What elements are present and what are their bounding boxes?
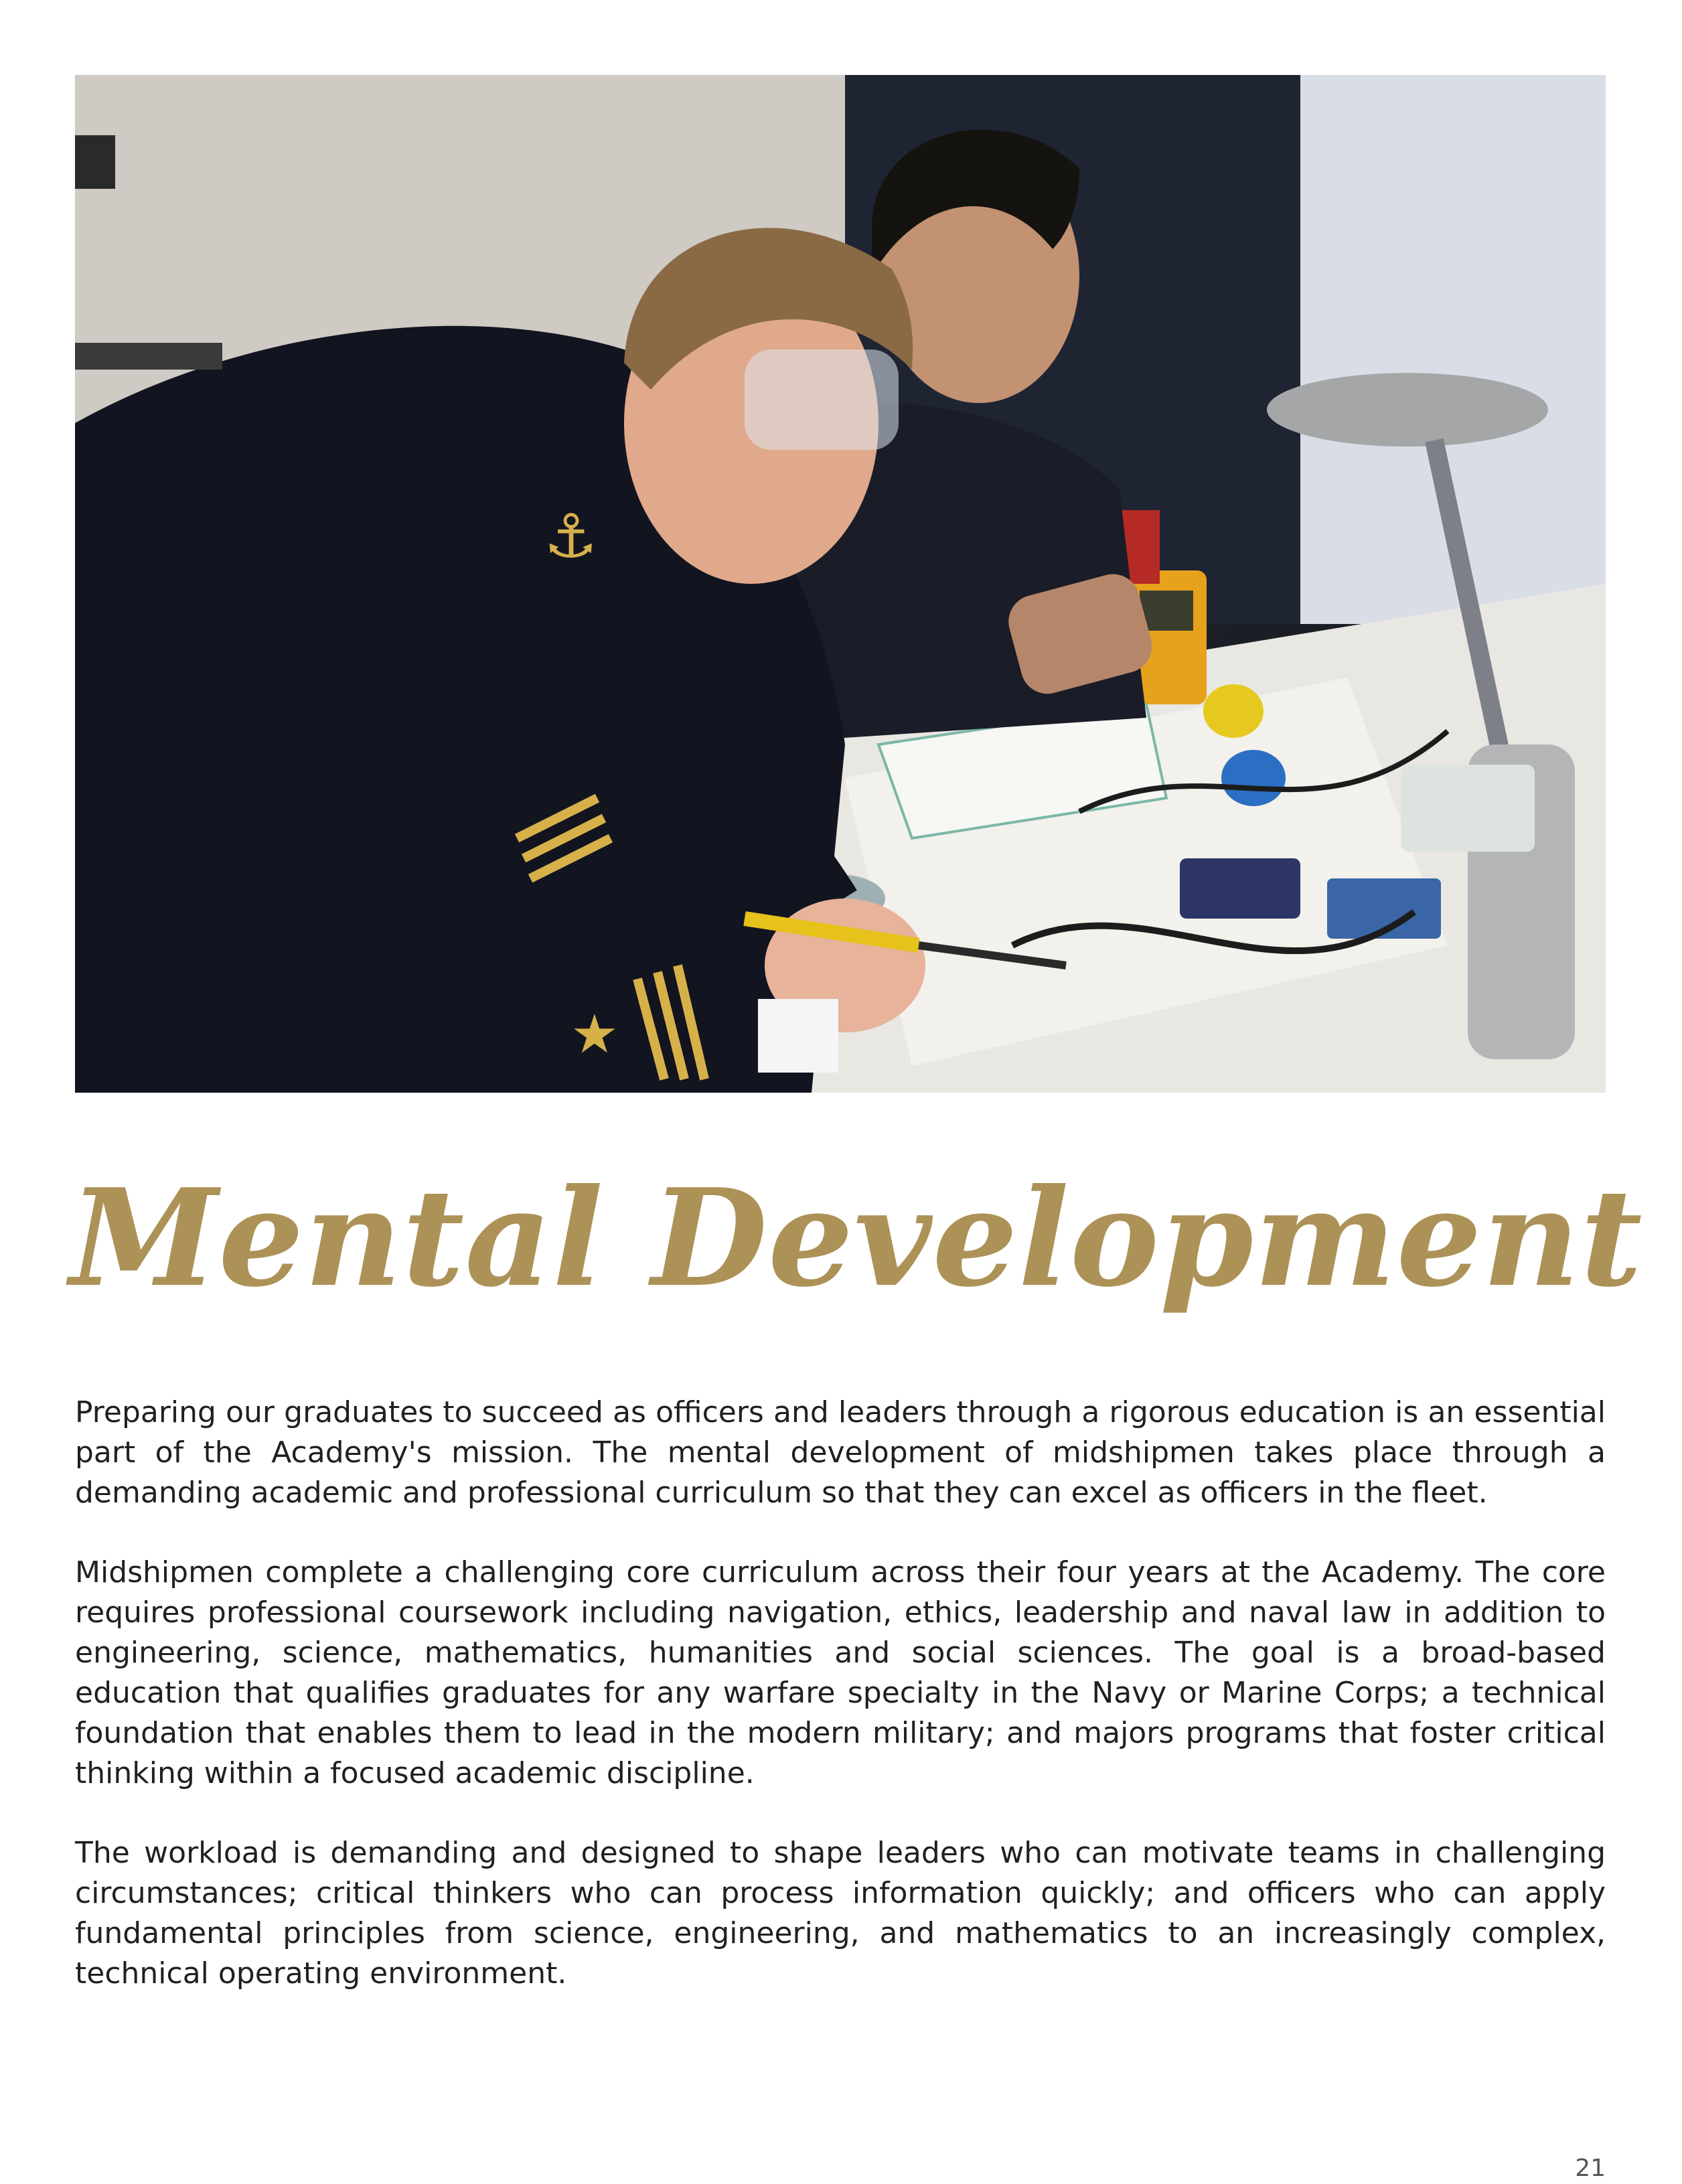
svg-text:⚓: ⚓ bbox=[544, 501, 598, 572]
page-title: Mental Development bbox=[70, 1160, 1643, 1317]
paragraph-2: Midshipmen complete a challenging core curriculum across their four years at the Academy. The core requires professional coursework including navigation, ethics, leadership and naval law in addition to engineering, science, mathematics, humanities and social sciences. The goal is a broad-based education that qualifies graduates for any warfare specialty in the Navy or Marine Corps; a technical foundation that enables them to lead in the modern military; and majors programs that foster critical thinking within a focused academic discipline. bbox=[75, 1555, 1606, 1790]
lab-photo-illustration bbox=[75, 75, 1606, 1093]
paragraph-1: Preparing our graduates to succeed as officers and leaders through a rigorous education is an essential part of the Academy's mission. The mental development of midshipmen takes place through a demanding academic and professional curriculum so that they can excel as officers in the fleet. bbox=[75, 1395, 1606, 1510]
lab-photo bbox=[75, 75, 1606, 1093]
paragraph-3: The workload is demanding and designed to shape leaders who can motivate teams in challenging circumstances; critical thinkers who can process information quickly; and officers who can apply fundamental principles from science, engineering, and mathematics to an increasingly complex, technical operating environment. bbox=[75, 1836, 1606, 1991]
svg-text:★: ★ bbox=[570, 1003, 619, 1065]
body-text bbox=[75, 1393, 1606, 2033]
page-number: 21 bbox=[1575, 2155, 1606, 2182]
